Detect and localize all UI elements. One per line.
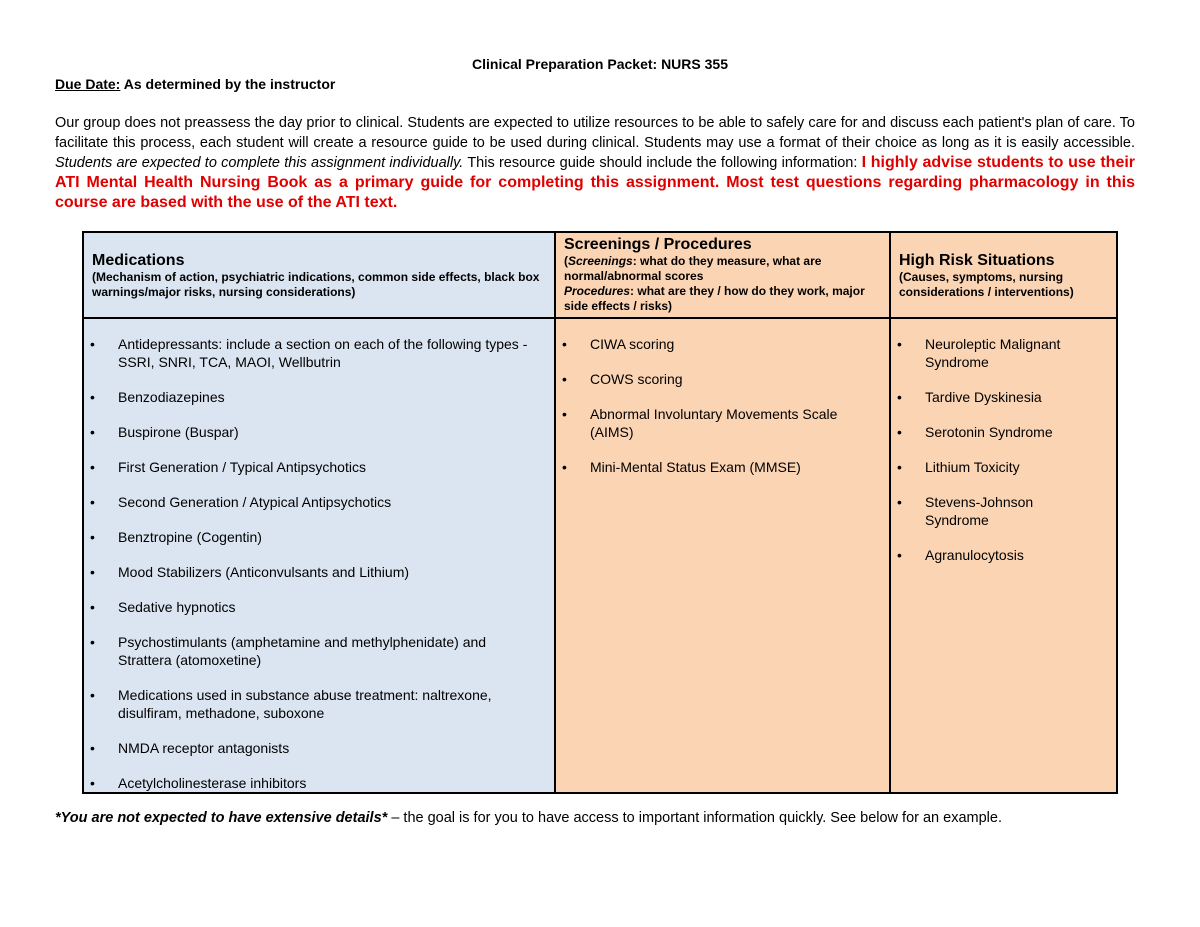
bullet-icon: • xyxy=(562,406,567,422)
item-text: COWS scoring xyxy=(590,371,683,387)
bullet-icon: • xyxy=(897,547,902,563)
medications-subtitle: (Mechanism of action, psychiatric indications, common side effects, black box warnings/major risks, nursing considerations) xyxy=(92,270,540,299)
screenings-header xyxy=(555,232,890,318)
item-text: Antidepressants: include a section on each of the following types - SSRI, SNRI, TCA, MAOI, Wellbutrin xyxy=(118,336,528,370)
screenings-subtitle xyxy=(564,254,883,314)
bullet-icon: • xyxy=(897,389,902,405)
footer-note xyxy=(55,810,1002,826)
list-item xyxy=(556,370,889,388)
bullet-icon: • xyxy=(897,494,902,510)
item-text: Neuroleptic Malignant Syndrome xyxy=(925,336,1061,370)
medications-title: Medications xyxy=(92,252,185,269)
item-text: Benztropine (Cogentin) xyxy=(118,529,262,545)
item-text: Lithium Toxicity xyxy=(925,459,1020,475)
list-item xyxy=(556,458,889,476)
list-item xyxy=(891,388,1116,406)
intro-italic: Students are expected to complete this assignment individually. xyxy=(55,155,464,171)
bullet-icon: • xyxy=(897,336,902,352)
screenings-list xyxy=(556,319,889,476)
risk-cell xyxy=(890,318,1117,793)
item-text: Second Generation / Atypical Antipsychotics xyxy=(118,494,392,510)
list-item xyxy=(84,423,554,441)
list-item xyxy=(84,528,554,546)
item-text: Tardive Dyskinesia xyxy=(925,389,1042,405)
procedures-label: Procedures xyxy=(564,284,631,298)
list-item xyxy=(84,633,554,669)
item-text: Sedative hypnotics xyxy=(118,599,236,615)
list-item xyxy=(84,739,554,757)
item-text: Stevens-Johnson Syndrome xyxy=(925,494,1034,528)
list-item xyxy=(84,388,554,406)
bullet-icon: • xyxy=(90,775,95,791)
bullet-icon: • xyxy=(90,389,95,405)
bullet-icon: • xyxy=(90,634,95,650)
list-item xyxy=(84,493,554,511)
item-text: NMDA receptor antagonists xyxy=(118,740,290,756)
bullet-icon: • xyxy=(897,459,902,475)
footer-text: – the goal is for you to have access to important information quickly. See below for an example. xyxy=(387,810,1002,826)
bullet-icon: • xyxy=(90,687,95,703)
item-text: Abnormal Involuntary Movements Scale (AIMS) xyxy=(590,406,838,440)
list-item xyxy=(84,335,554,371)
footer-emphasis: *You are not expected to have extensive details* xyxy=(55,810,388,826)
ati-advisory: I highly advise students to use their ATI Mental Health Nursing Book as a primary guide for completing this assignment. Most test questions regarding pharmacology in this course are based with the use of the ATI text. xyxy=(55,154,1136,211)
list-item xyxy=(84,686,554,722)
risk-header xyxy=(890,232,1117,318)
item-text: CIWA scoring xyxy=(590,336,675,352)
list-item xyxy=(556,335,889,353)
medications-cell xyxy=(83,318,555,793)
risk-list xyxy=(891,319,1116,564)
list-item xyxy=(891,493,1116,529)
bullet-icon: • xyxy=(90,424,95,440)
medications-header xyxy=(83,232,555,318)
table-body-row xyxy=(83,318,1117,793)
item-text: Medications used in substance abuse treatment: naltrexone, disulfiram, methadone, suboxone xyxy=(118,687,492,721)
item-text: Mood Stabilizers (Anticonvulsants and Lithium) xyxy=(118,564,410,580)
bullet-icon: • xyxy=(90,564,95,580)
item-text: Buspirone (Buspar) xyxy=(118,424,239,440)
bullet-icon: • xyxy=(562,336,567,352)
bullet-icon: • xyxy=(90,494,95,510)
due-date-line xyxy=(55,76,335,92)
procedures-desc: : what are they / how do they work, major side effects / risks) xyxy=(564,284,865,313)
open-paren: ( xyxy=(564,254,568,268)
list-item xyxy=(556,405,889,441)
bullet-icon: • xyxy=(90,599,95,615)
item-text: First Generation / Typical Antipsychotics xyxy=(118,459,366,475)
item-text: Agranulocytosis xyxy=(925,547,1024,563)
item-text: Psychostimulants (amphetamine and methylphenidate) and Strattera (atomoxetine) xyxy=(118,634,487,668)
risk-title: High Risk Situations xyxy=(899,252,1055,269)
resource-table xyxy=(82,231,1118,794)
list-item xyxy=(891,423,1116,441)
table-header-row xyxy=(83,232,1117,318)
bullet-icon: • xyxy=(90,529,95,545)
screenings-title: Screenings / Procedures xyxy=(564,236,752,253)
item-text: Benzodiazepines xyxy=(118,389,225,405)
intro-text-1: Our group does not preassess the day prior to clinical. Students are expected to utilize resources to be able to safely care for and discuss each patient's plan of care. To facilitate this process, each student will create a resource guide to be used during clinical. Students may use a format of their choice as long as it is easily accessible. xyxy=(55,115,1135,151)
due-date-label: Due Date: xyxy=(55,76,121,92)
bullet-icon: • xyxy=(562,371,567,387)
due-date-value: As determined by the instructor xyxy=(120,76,336,92)
item-text: Mini-Mental Status Exam (MMSE) xyxy=(590,459,801,475)
bullet-icon: • xyxy=(90,740,95,756)
page-title: Clinical Preparation Packet: NURS 355 xyxy=(472,56,728,72)
intro-text-2: This resource guide should include the following information: xyxy=(463,155,862,171)
list-item xyxy=(84,563,554,581)
bullet-icon: • xyxy=(90,336,95,352)
list-item xyxy=(84,458,554,476)
medications-list xyxy=(84,319,554,792)
screenings-label: Screenings xyxy=(568,254,633,268)
list-item xyxy=(84,598,554,616)
list-item xyxy=(84,774,554,792)
bullet-icon: • xyxy=(897,424,902,440)
list-item xyxy=(891,335,1116,371)
bullet-icon: • xyxy=(562,459,567,475)
screenings-cell xyxy=(555,318,890,793)
screenings-desc: : what do they measure, what are normal/abnormal scores xyxy=(564,254,822,283)
item-text: Serotonin Syndrome xyxy=(925,424,1053,440)
bullet-icon: • xyxy=(90,459,95,475)
list-item xyxy=(891,458,1116,476)
item-text: Acetylcholinesterase inhibitors xyxy=(118,775,307,791)
intro-paragraph xyxy=(55,113,1135,213)
risk-subtitle: (Causes, symptoms, nursing considerations / interventions) xyxy=(899,270,1074,299)
list-item xyxy=(891,546,1116,564)
